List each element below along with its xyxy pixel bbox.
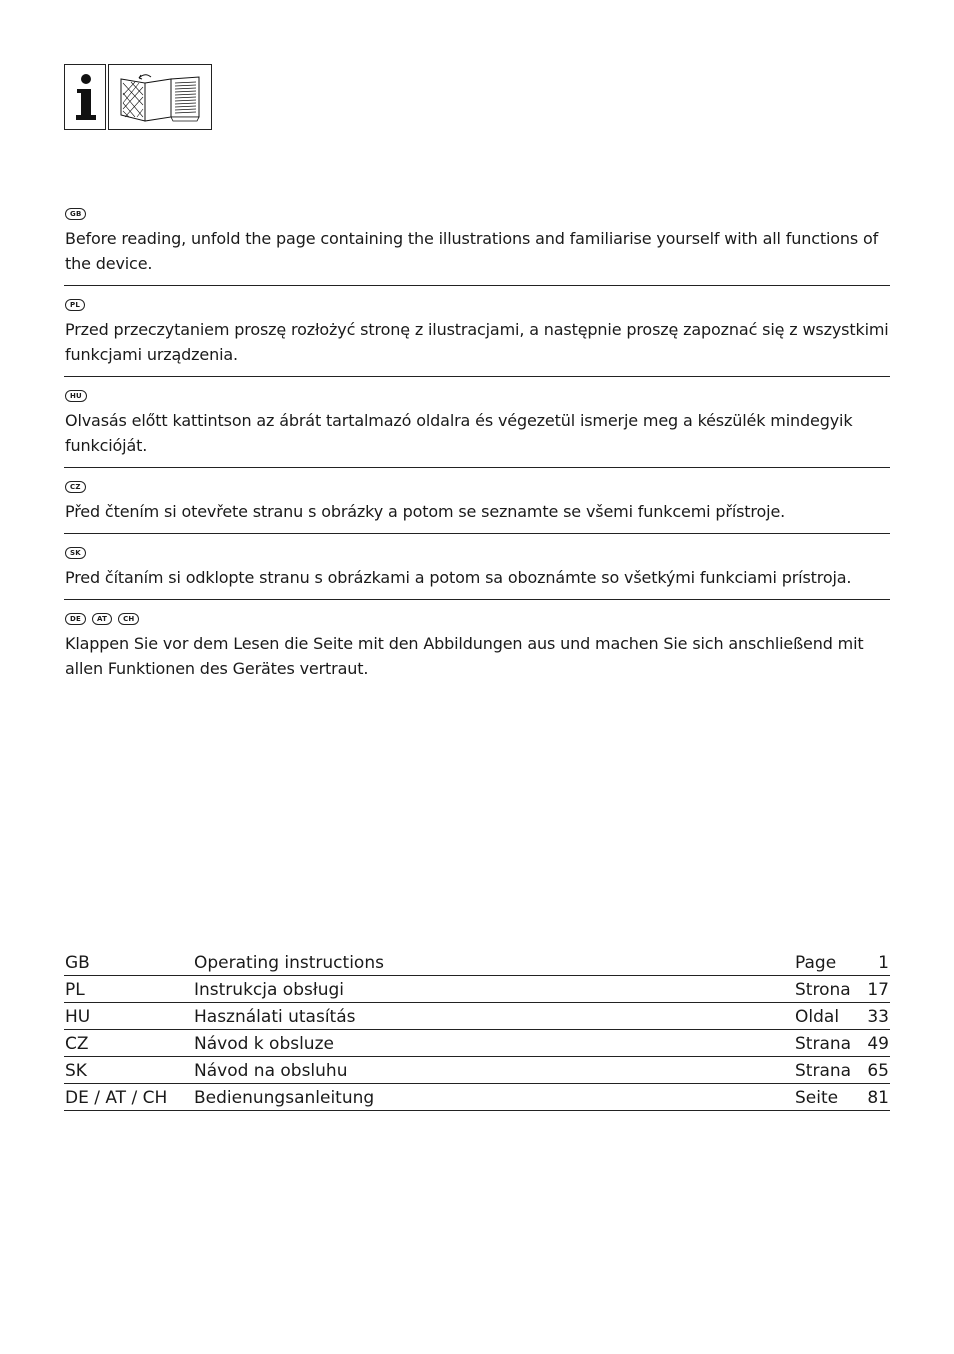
divider bbox=[64, 376, 890, 377]
toc-title: Návod k obsluze bbox=[194, 1034, 334, 1054]
country-badges bbox=[65, 389, 890, 403]
country-badge: CZ bbox=[65, 481, 86, 493]
notice-section-gb bbox=[65, 207, 890, 276]
country-badge: CH bbox=[118, 613, 139, 625]
toc-language: SK bbox=[65, 1061, 87, 1081]
toc-title: Operating instructions bbox=[194, 953, 384, 973]
country-badges bbox=[65, 612, 890, 626]
toc-page-number: 33 bbox=[867, 1007, 889, 1027]
country-badge: GB bbox=[65, 208, 86, 220]
toc-page-number: 49 bbox=[867, 1034, 889, 1054]
table-of-contents bbox=[64, 949, 890, 1111]
country-badge: HU bbox=[65, 390, 87, 402]
notice-section-cz bbox=[65, 480, 890, 524]
notice-text: Olvasás előtt kattintson az ábrát tartalmazó oldalra és végezetül ismerje meg a készülék mindegyik funkcióját. bbox=[65, 411, 853, 455]
divider bbox=[64, 285, 890, 286]
country-badge: DE bbox=[65, 613, 86, 625]
country-badge: AT bbox=[92, 613, 112, 625]
toc-language: DE / AT / CH bbox=[65, 1088, 168, 1108]
notice-text: Przed przeczytaniem proszę rozłożyć stronę z ilustracjami, a następnie proszę zapoznać się z wszystkimi funkcjami urządzenia. bbox=[65, 320, 889, 364]
divider bbox=[64, 467, 890, 468]
country-badges bbox=[65, 546, 890, 560]
notice-text: Before reading, unfold the page containing the illustrations and familiarise yourself with all functions of the device. bbox=[65, 229, 879, 273]
toc-page-label: Page bbox=[795, 953, 837, 973]
toc-language: CZ bbox=[65, 1034, 89, 1054]
toc-title: Használati utasítás bbox=[194, 1007, 356, 1027]
toc-page-label: Strana bbox=[795, 1061, 852, 1081]
toc-page-number: 17 bbox=[867, 980, 889, 1000]
notice-text: Pred čítaním si odklopte stranu s obrázkami a potom sa oboznámte so všetkými funkciami prístroja. bbox=[65, 568, 852, 587]
divider bbox=[64, 599, 890, 600]
notice-section-de-at-ch bbox=[65, 612, 890, 681]
toc-row[interactable] bbox=[64, 1030, 890, 1057]
toc-row[interactable] bbox=[64, 1003, 890, 1030]
country-badge: SK bbox=[65, 547, 86, 559]
toc-row[interactable] bbox=[64, 1057, 890, 1084]
toc-page-number: 1 bbox=[878, 953, 889, 973]
divider bbox=[64, 533, 890, 534]
toc-row[interactable] bbox=[64, 949, 890, 976]
toc-title: Návod na obsluhu bbox=[194, 1061, 348, 1081]
toc-page-number: 65 bbox=[867, 1061, 889, 1081]
toc-page-label: Strona bbox=[795, 980, 851, 1000]
toc-page-label: Seite bbox=[795, 1088, 839, 1108]
info-icon bbox=[64, 64, 106, 130]
notice-text: Před čtením si otevřete stranu s obrázky a potom se seznamte se všemi funkcemi přístroje. bbox=[65, 502, 786, 521]
toc-row[interactable] bbox=[64, 976, 890, 1003]
toc-language: GB bbox=[65, 953, 90, 973]
toc-title: Bedienungsanleitung bbox=[194, 1088, 375, 1108]
toc-page-number: 81 bbox=[867, 1088, 889, 1108]
toc-language: HU bbox=[65, 1007, 91, 1027]
country-badges bbox=[65, 480, 890, 494]
country-badges bbox=[65, 207, 890, 221]
notice-section-hu bbox=[65, 389, 890, 458]
toc-page-label: Strana bbox=[795, 1034, 852, 1054]
notice-text: Klappen Sie vor dem Lesen die Seite mit den Abbildungen aus und machen Sie sich anschließend mit allen Funktionen des Gerätes vertraut. bbox=[65, 634, 864, 678]
toc-page-label: Oldal bbox=[795, 1007, 840, 1027]
country-badge: PL bbox=[65, 299, 85, 311]
toc-row[interactable] bbox=[64, 1084, 890, 1111]
toc-title: Instrukcja obsługi bbox=[194, 980, 344, 1000]
unfold-illustration-page-icon bbox=[108, 64, 212, 130]
header-icons bbox=[64, 64, 212, 130]
toc-language: PL bbox=[65, 980, 85, 1000]
notice-section-sk bbox=[65, 546, 890, 590]
country-badges bbox=[65, 298, 890, 312]
notice-section-pl bbox=[65, 298, 890, 367]
